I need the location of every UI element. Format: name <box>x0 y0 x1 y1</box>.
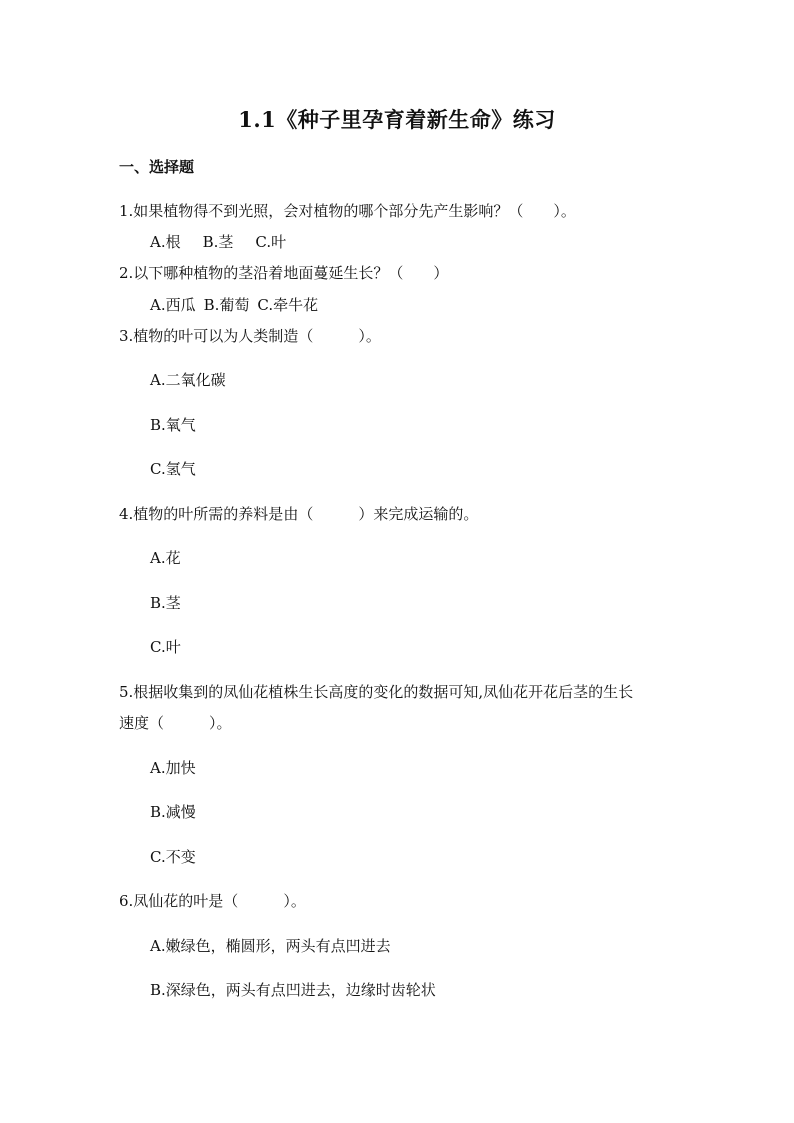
question-5-line-1: 5.根据收集到的凤仙花植株生长高度的变化的数据可知,凤仙花开花后茎的生长 <box>119 683 634 701</box>
option: B.深绿色，两头有点凹进去，边缘时齿轮状 <box>150 981 436 999</box>
option: A.加快 <box>150 759 196 777</box>
option: A.二氧化碳 <box>150 371 226 389</box>
question-1-options <box>150 232 308 252</box>
question-1: 1.如果植物得不到光照，会对植物的哪个部分先产生影响？（ ）。 <box>119 202 576 220</box>
option: A.嫩绿色，椭圆形，两头有点凹进去 <box>150 937 391 955</box>
page-title: 1.1《种子里孕育着新生命》练习 <box>238 107 556 132</box>
option: B.减慢 <box>150 803 196 821</box>
option: B.葡萄 <box>203 296 250 314</box>
option: B.茎 <box>202 233 234 251</box>
option: C.叶 <box>150 638 181 656</box>
option: C.不变 <box>150 848 196 866</box>
option: C.牵牛花 <box>257 296 319 314</box>
question-6: 6.凤仙花的叶是（ ）。 <box>119 892 306 910</box>
option: C.氢气 <box>150 460 196 478</box>
question-5-line-2: 速度（ ）。 <box>119 714 232 732</box>
question-2: 2.以下哪种植物的茎沿着地面蔓延生长？（ ） <box>119 264 449 282</box>
option: B.茎 <box>150 594 181 612</box>
option: A.西瓜 <box>150 296 196 314</box>
option: C.叶 <box>255 233 287 251</box>
option: A.根 <box>150 233 181 251</box>
question-4: 4.植物的叶所需的养料是由（ ）来完成运输的。 <box>119 505 479 523</box>
option: A.花 <box>150 549 181 567</box>
question-2-options <box>150 295 340 315</box>
section-heading: 一、选择题 <box>119 158 195 176</box>
question-3: 3.植物的叶可以为人类制造（ ）。 <box>119 327 381 345</box>
option: B.氧气 <box>150 416 196 434</box>
